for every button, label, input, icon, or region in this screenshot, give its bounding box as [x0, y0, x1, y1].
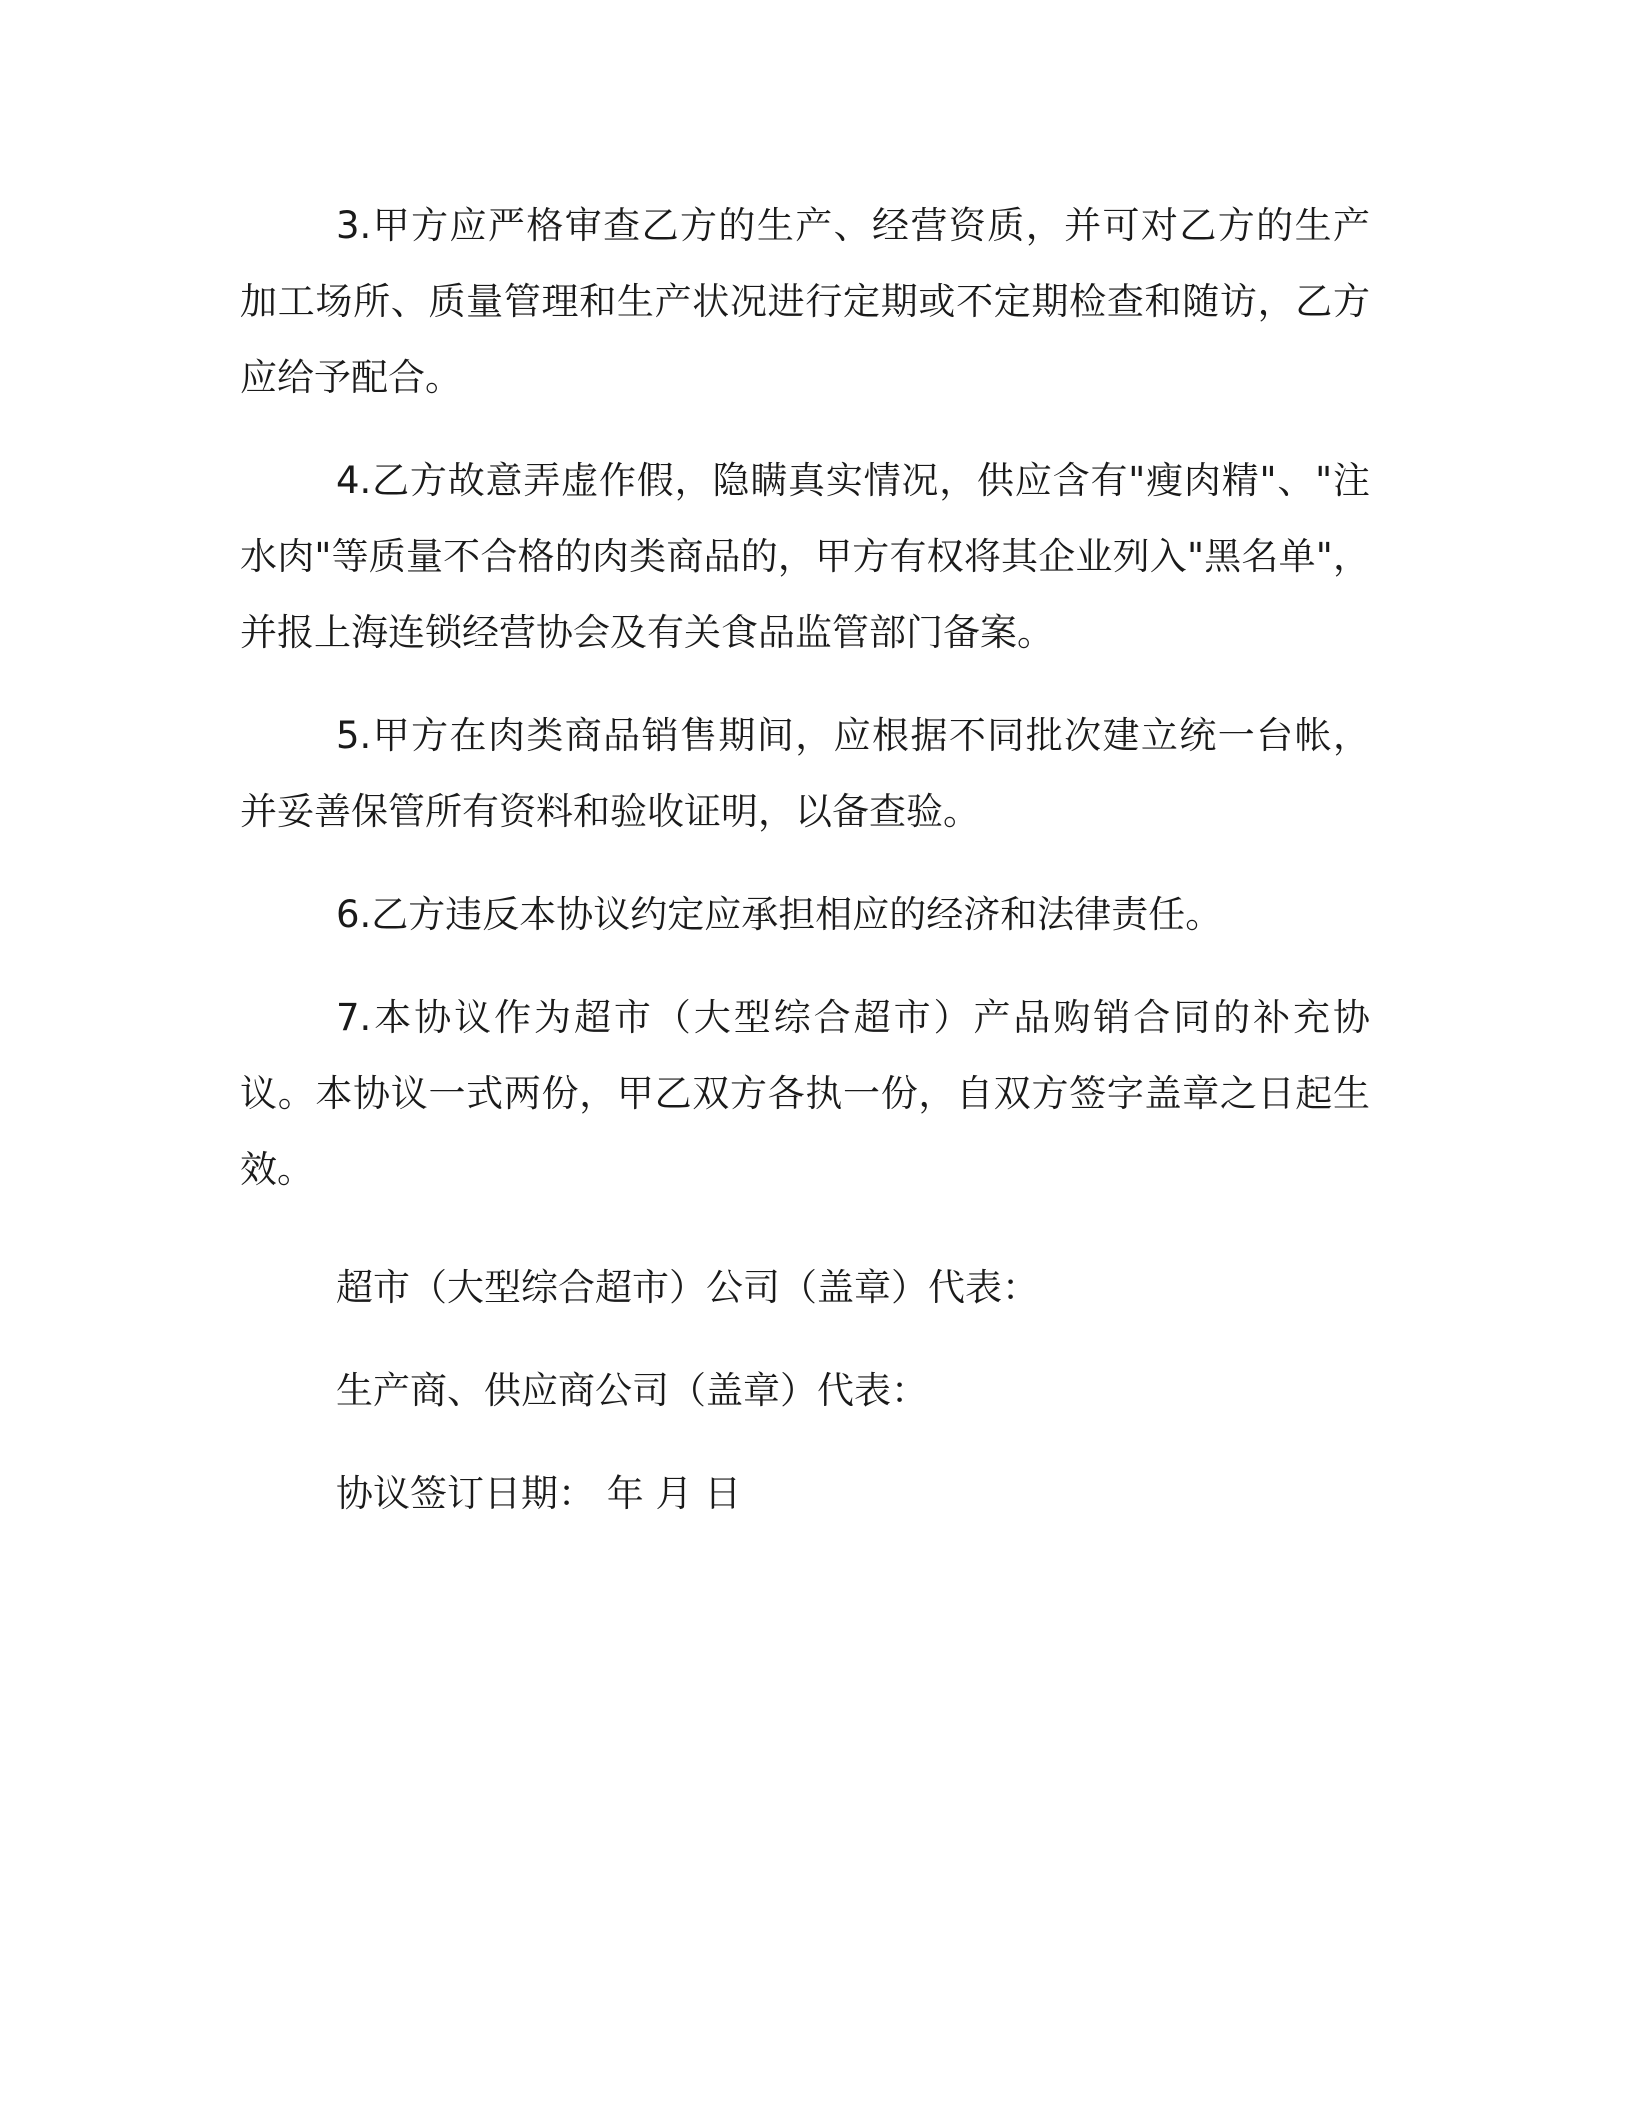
clause-3: 3.甲方应严格审查乙方的生产、经营资质，并可对乙方的生产加工场所、质量管理和生产状况进行定期或不定期检查和随访，乙方应给予配合。 [240, 204, 1370, 399]
clause-4: 4.乙方故意弄虚作假，隐瞒真实情况，供应含有"瘦肉精"、"注水肉"等质量不合格的肉类商品的，甲方有权将其企业列入"黑名单"，并报上海连锁经营协会及有关食品监管部门备案。 [240, 459, 1370, 654]
clause-5: 5.甲方在肉类商品销售期间，应根据不同批次建立统一台帐，并妥善保管所有资料和验收证明，以备查验。 [240, 714, 1370, 833]
signature-block [336, 1263, 1336, 1572]
clause-7: 7.本协议作为超市（大型综合超市）产品购销合同的补充协议。本协议一式两份，甲乙双方各执一份，自双方签字盖章之日起生效。 [240, 996, 1370, 1191]
agreement-clauses [240, 188, 1370, 1235]
clause-6: 6.乙方违反本协议约定应承担相应的经济和法律责任。 [336, 893, 1223, 936]
signing-date-line: 协议签订日期： 年 月 日 [336, 1472, 742, 1515]
supermarket-representative-line: 超市（大型综合超市）公司（盖章）代表： [336, 1266, 1039, 1309]
supplier-representative-line: 生产商、供应商公司（盖章）代表： [336, 1369, 928, 1412]
